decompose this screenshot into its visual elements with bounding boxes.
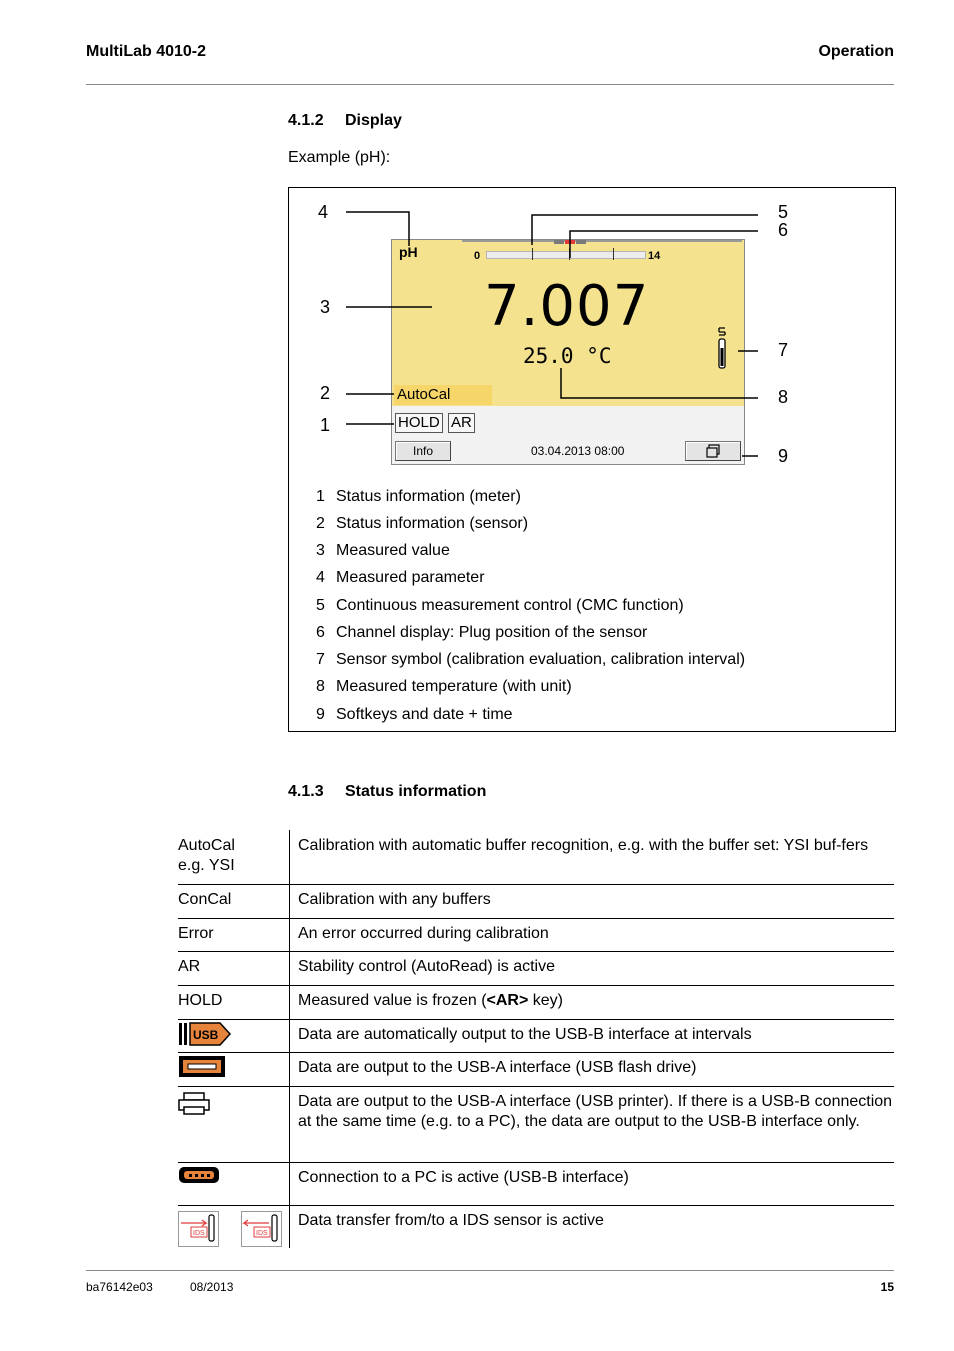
- date-time: 03.04.2013 08:00: [531, 444, 625, 458]
- section-heading-status: [288, 783, 486, 801]
- callout-7: 7: [778, 340, 789, 360]
- table-rule: [178, 884, 894, 885]
- table-rule: [178, 1019, 894, 1020]
- table-rule: [178, 1086, 894, 1087]
- example-intro: Example (pH):: [288, 149, 391, 166]
- legend-item-8: 8 Measured temperature (with unit): [316, 678, 572, 695]
- table-rule: [178, 951, 894, 952]
- table-rule: [178, 1162, 894, 1163]
- footer-date: 08/2013: [190, 1280, 234, 1294]
- usb-b-interval-icon: [178, 1021, 232, 1047]
- legend-item-2: 2 Status information (sensor): [316, 515, 529, 532]
- legend-item-3: 3 Measured value: [316, 542, 450, 559]
- meter-status-hold: HOLD: [395, 413, 443, 433]
- softkey-info[interactable]: Info: [395, 441, 451, 461]
- legend-item-4: 4 Measured parameter: [316, 569, 485, 586]
- callout-6: 6: [778, 220, 789, 240]
- callout-4: 4: [318, 202, 329, 222]
- legend-item-9: 9 Softkeys and date + time: [316, 706, 513, 723]
- table-rule: [178, 1052, 894, 1053]
- callout-leader-lines: [0, 0, 954, 500]
- printer-icon: [178, 1092, 212, 1116]
- pc-connection-icon: [178, 1164, 222, 1186]
- svg-text:USB: USB: [193, 1028, 219, 1042]
- section-title: Display: [345, 112, 402, 129]
- callout-5: 5: [778, 202, 789, 222]
- header-section: Operation: [818, 43, 894, 60]
- leader-8: [561, 368, 758, 398]
- leader-6: [570, 231, 758, 258]
- legend-item-7: 7 Sensor symbol (calibration evaluation, calibration interval): [316, 651, 746, 668]
- section-number: 4.1.2: [288, 112, 324, 129]
- status-table-divider: [289, 830, 290, 1248]
- callout-9: 9: [778, 446, 789, 466]
- callout-8: 8: [778, 387, 789, 407]
- callout-1: 1: [320, 415, 331, 435]
- measured-temperature: 25.0 °C: [523, 344, 612, 368]
- cmc-min-label: 0: [474, 250, 481, 262]
- callout-3: 3: [320, 297, 331, 317]
- section-number: 4.1.3: [288, 783, 324, 800]
- legend-item-1: 1 Status information (meter): [316, 488, 521, 505]
- svg-text:IDS: IDS: [256, 1230, 268, 1237]
- measured-parameter: pH: [399, 244, 418, 260]
- callout-2: 2: [320, 383, 331, 403]
- svg-text:IDS: IDS: [193, 1230, 205, 1237]
- table-rule: [178, 985, 894, 986]
- legend-item-5: 5 Continuous measurement control (CMC function): [316, 597, 684, 614]
- usb-flash-drive-icon: [178, 1055, 228, 1079]
- section-title: Status information: [345, 783, 487, 800]
- footer-doc-number: ba76142e03: [86, 1280, 153, 1294]
- leader-4: [346, 212, 409, 246]
- table-rule: [178, 1205, 894, 1206]
- header-title: MultiLab 4010-2: [86, 43, 207, 60]
- footer-rule: [86, 1270, 894, 1271]
- table-rule: [178, 918, 894, 919]
- legend-item-6: 6 Channel display: Plug position of the sensor: [316, 624, 648, 641]
- meter-status-ar: AR: [448, 413, 475, 433]
- measured-value: 7.007: [484, 274, 650, 339]
- cmc-max-label: 14: [648, 250, 661, 262]
- ids-transfer-icon: [178, 1211, 288, 1247]
- page-number: 15: [880, 1280, 894, 1294]
- leader-5: [532, 215, 758, 245]
- sensor-status: AutoCal: [397, 386, 451, 403]
